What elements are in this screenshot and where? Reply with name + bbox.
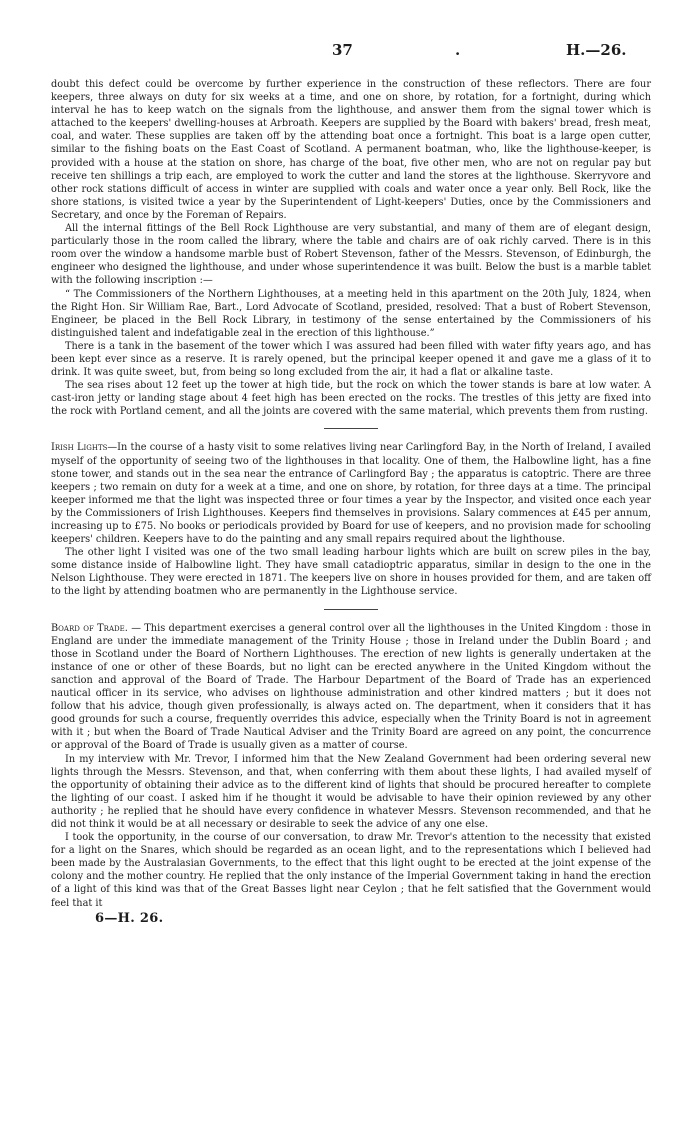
section-divider xyxy=(324,428,378,429)
paragraph: There is a tank in the basement of the tower which I was assured had been filled with water fifty years ago, and has been kept ever since as a reserve. It is rarely opened, but the principal keeper opened it and gave me a glass of it to drink. It was quite sweet, but, from being so long excluded from the air, it had a flat or alkaline taste. xyxy=(51,340,651,379)
page-number: 37 xyxy=(332,41,353,59)
paragraph-board-of-trade xyxy=(51,622,651,753)
paragraph: doubt this defect could be overcome by further experience in the construction of these reflectors. There are four keepers, three always on duty for six weeks at a time, and one on shore, by rotation, for a fortnight, during which interval he has to keep watch on the signals from the lighthouse, and answer them from the signal tower which is attached to the keepers' dwelling-houses at Arbroath. Keepers are supplied by the Board with bakers' bread, fresh meat, coal, and water. These supplies are taken off by the attending boat once a fortnight. This boat is a large open cutter, similar to the fishing boats on the East Coast of Scotland. A permanent boatman, who, like the lighthouse-keeper, is provided with a house at the station on shore, has charge of the boat, five other men, who are not on regular pay but receive ten shillings a trip each, are employed to work the cutter and land the stores at the lighthouse. Skerryvore and other rock stations difficult of access in winter are supplied with coals and water once a year only. Bell Rock, like the shore stations, is visited twice a year by the Superintendent of Light-keepers' Duties, once by the Commissioners and Secretary, and once by the Foreman of Repairs. xyxy=(51,79,651,221)
paragraph: The sea rises about 12 feet up the tower at high tide, but the rock on which the tower stands is bare at low water. A cast-iron jetty or landing stage about 4 feet high has been erected on the rocks. The trestles of this jetty are fixed into the rock with Portland cement, and all the joints are covered with the same material, which prevents them from rusting. xyxy=(51,380,651,418)
section-heading-irish-lights: Irish Lights xyxy=(51,442,108,454)
paragraph-text: — This department exercises a general control over all the lighthouses in the United Kingdom : those in England are under the immediate management of the Trinity House ; those in Ireland under the Dublin Board ; and those in Scotland under the Board of Northern Lighthouses. The erection of new lights is generally undertaken at the instance of one or other of these Boards, but no light can be erected anywhere in the United Kingdom without the sanction and approval of the Board of Trade. The Harbour Department of the Board of Trade has an experienced nautical officer in its service, who advises on lighthouse administration and other kindred matters ; but it does not follow that his advice, though given professionally, is always acted on. The department, when it considers that it has good grounds for such a course, frequently overrides this advice, especially when the Trinity Board is not in agreement with it ; but when the Board of Trade Nautical Adviser and the Trinity Board are agreed on any point, the concurrence or approval of the Board of Trade is usually given as a matter of course. xyxy=(51,622,651,752)
section-divider xyxy=(324,609,378,610)
paper-reference: H.—26. xyxy=(566,41,627,59)
section-heading-board-of-trade: Board of Trade. xyxy=(51,622,128,634)
paragraph: In my interview with Mr. Trevor, I informed him that the New Zealand Government had been ordering several new lights through the Messrs. Stevenson, and that, when conferring with them about these lights, I had availed myself of the opportunity of obtaining their advice as to the different kind of lights that should be procured hereafter to complete the lighting of our coast. I asked him if he thought it would be advisable to have their opinion reviewed by any other authority ; he replied that he should have every confidence in whatever Messrs. Stevenson recommended, and that he did not think it would be at all necessary or desirable to seek the advice of any one else. xyxy=(51,753,651,830)
paragraph-text: —In the course of a hasty visit to some relatives living near Carlingford Bay, in the North of Ireland, I availed myself of the opportunity of seeing two of the lighthouses in that locality. One of them, the Halbowline light, has a fine stone tower, and stands out in the sea near the entrance of Carlingford Bay ; the apparatus is catoptric. There are three keepers ; two remain on duty for a week at a time, and one on shore, by rotation, for three days at a time. The principal keeper informed me that the light was inspected three or four times a year by the Inspector, and visited once each year by the Commissioners of Irish Lighthouses. Keepers find themselves in provisions. Salary commences at £45 per annum, increasing up to £75. No books or periodicals provided by Board for use of keepers, and no provision made for schooling keepers' children. Keepers have to do the painting and any small repairs required about the lighthouse. xyxy=(51,442,652,546)
paragraph: The other light I visited was one of the two small leading harbour lights which are built on screw piles in the bay, some distance inside of Halbowline light. They have small catadioptric apparatus, similar in design to the one in the Nelson Lighthouse. They were erected in 1871. The keepers live on shore in houses provided for them, and are taken off to the light by attending boatmen who are permanently in the Lighthouse service. xyxy=(51,547,651,598)
paragraph: I took the opportunity, in the course of our conversation, to draw Mr. Trevor's attention to the necessity that existed for a light on the Snares, which should be regarded as an ocean light, and to the representations which I believed had been made by the Australasian Governments, to the effect that this light ought to be erected at the joint expense of the colony and the mother country. He replied that the only instance of the Imperial Government taking in hand the erection of a light of this kind was that of the Great Basses light near Ceylon ; that he felt satisfied that the Government would feel that it xyxy=(51,832,651,909)
header-separator: . xyxy=(455,41,461,59)
quoted-inscription: “ The Commissioners of the Northern Lighthouses, at a meeting held in this apartment on the 20th July, 1824, when the Right Hon. Sir William Rae, Bart., Lord Advocate of Scotland, presided, resolved: That a bust of Robert Stevenson, Engineer, be placed in the Bell Rock Library, in testimony of the sense entertained by the Commissioners of his distinguished talent and indefatigable zeal in the erection of this lighthouse.” xyxy=(51,288,651,339)
paragraph: All the internal fittings of the Bell Rock Lighthouse are very substantial, and many of them are of elegant design, particularly those in the room called the library, where the table and chairs are of oak richly carved. There is in this room over the window a handsome marble bust of Robert Stevenson, father of the Messrs. Stevenson, of Edinburgh, the engineer who designed the lighthouse, and under whose superintendence it was built. Below the bust is a marble tablet with the following inscription :— xyxy=(51,223,651,287)
page-header xyxy=(0,41,700,61)
paragraph-irish-lights xyxy=(51,441,651,546)
signature-mark: 6—H. 26. xyxy=(95,910,164,926)
document-body xyxy=(51,78,651,925)
